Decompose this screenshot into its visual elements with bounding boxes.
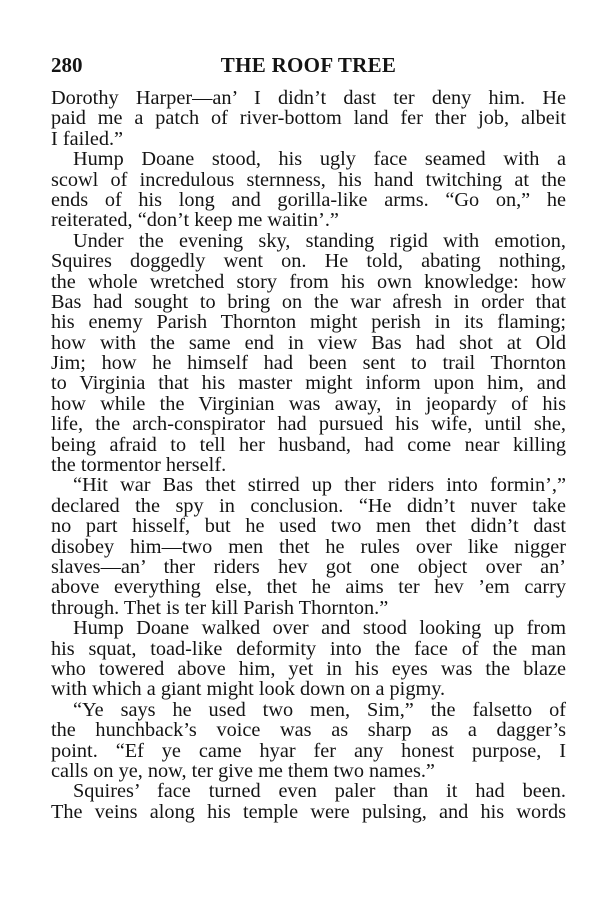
text-line: through. Thet is ter kill Parish Thornton.” xyxy=(51,596,389,619)
text-line: “Hit war Bas thet stirred up ther riders into formin’,” xyxy=(73,474,566,497)
body-text xyxy=(51,88,566,822)
text-line: the hunchback’s voice was as sharp as a dagger’s xyxy=(51,719,566,742)
text-line: his squat, toad-like deformity into the face of the man xyxy=(51,637,566,660)
text-line: point. “Ef ye came hyar fer any honest purpose, I xyxy=(51,739,566,762)
text-line: disobey him—two men thet he rules over like nigger xyxy=(51,535,566,558)
text-line: with which a giant might look down on a pigmy. xyxy=(51,678,446,701)
text-line: ends of his long and gorilla-like arms. “Go on,” he xyxy=(51,188,566,211)
text-line: Hump Doane stood, his ugly face seamed with a xyxy=(73,148,566,171)
text-line: I failed.” xyxy=(51,127,124,150)
running-title: THE ROOF TREE xyxy=(220,53,397,77)
text-line: “Ye says he used two men, Sim,” the falsetto of xyxy=(73,698,566,721)
text-line: Hump Doane walked over and stood looking up from xyxy=(73,617,566,640)
text-line: Squires doggedly went on. He told, abating nothing, xyxy=(51,250,566,273)
text-line: who towered above him, yet in his eyes was the blaze xyxy=(51,657,566,680)
text-line: the tormentor herself. xyxy=(51,454,227,477)
page-number: 280 xyxy=(51,53,83,77)
text-line: the whole wretched story from his own knowledge: how xyxy=(51,270,566,293)
text-line: how while the Virginian was away, in jeopardy of his xyxy=(51,392,566,415)
running-head xyxy=(51,52,566,78)
text-line: slaves—an’ ther riders hev got one object over an’ xyxy=(51,555,566,578)
text-line: calls on ye, now, ter give me them two names.” xyxy=(51,759,435,782)
text-line: scowl of incredulous sternness, his hand twitching at the xyxy=(51,168,566,191)
text-line: Squires’ face turned even paler than it had been. xyxy=(73,780,566,803)
text-line: being afraid to tell her husband, had come near killing xyxy=(51,433,566,456)
text-line: The veins along his temple were pulsing, and his words xyxy=(51,800,566,823)
text-line: how with the same end in view Bas had shot at Old xyxy=(51,331,566,354)
text-line: his enemy Parish Thornton might perish in its flaming; xyxy=(51,311,566,334)
text-line: Dorothy Harper—an’ I didn’t dast ter deny him. He xyxy=(51,87,566,109)
text-line: Under the evening sky, standing rigid with emotion, xyxy=(73,229,566,252)
text-line: Jim; how he himself had been sent to trail Thornton xyxy=(51,352,566,375)
text-line: to Virginia that his master might inform upon him, and xyxy=(51,372,566,395)
text-line: no part hisself, but he used two men thet didn’t dast xyxy=(51,515,566,538)
text-line: Bas had sought to bring on the war afresh in order that xyxy=(51,290,566,313)
text-line: declared the spy in conclusion. “He didn’t nuver take xyxy=(51,494,566,517)
text-line: above everything else, thet he aims ter hev ’em carry xyxy=(51,576,566,599)
text-line: paid me a patch of river-bottom land fer ther job, albeit xyxy=(51,107,566,130)
text-line: life, the arch-conspirator had pursued his wife, until she, xyxy=(51,413,566,436)
text-line: reiterated, “don’t keep me waitin’.” xyxy=(51,209,339,232)
